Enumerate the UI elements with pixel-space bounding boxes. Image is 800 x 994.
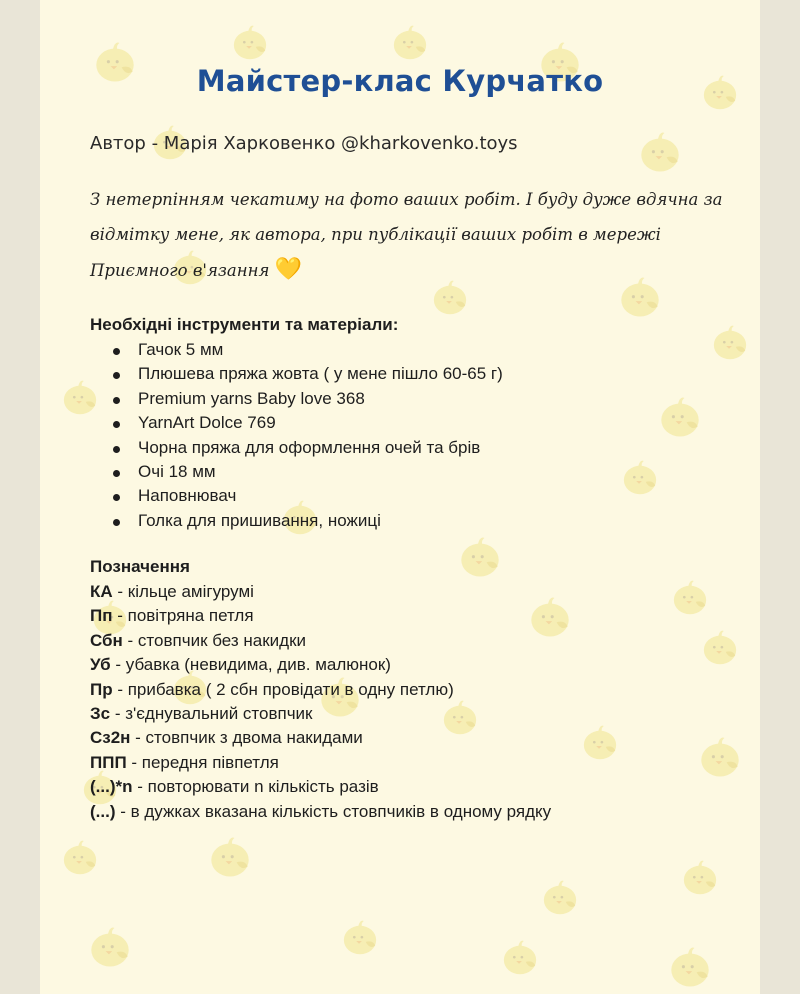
legend-desc: - кільце амігурумі [112, 582, 254, 601]
legend-item [90, 678, 551, 702]
legend-abbr: (...) [90, 801, 116, 821]
legend-item [90, 629, 551, 653]
legend-desc: - в дужках вказана кількість стовпчиків в одному рядку [115, 801, 552, 821]
legend-item [90, 702, 551, 726]
note-line-text: Приємного в'язання [90, 261, 270, 280]
list-item: Гачок 5 мм [112, 338, 503, 362]
legend-desc: - убавка (невидима, див. малюнок) [110, 655, 391, 675]
document-page [40, 0, 760, 994]
legend-item [90, 580, 551, 604]
author-line: Автор - Марія Харковенко @kharkovenko.toys [90, 133, 518, 154]
legend-item [90, 726, 551, 750]
note-line: З нетерпінням чекатиму на фото ваших робіт. І буду дуже вдячна за [90, 190, 723, 209]
legend-desc: - повторювати n кількість разів [132, 777, 379, 797]
legend-item [90, 653, 551, 677]
legend-abbr: Пп [90, 606, 113, 626]
list-item: Плюшева пряжа жовта ( у мене пішло 60-65 г) [112, 362, 503, 386]
list-item: Premium yarns Baby love 368 [112, 387, 503, 411]
legend-desc: - стовпчик з двома накидами [130, 728, 363, 748]
legend-abbr: Сз2н [90, 728, 131, 748]
note-line: відмітку мене, як автора, при публікації ваших робіт в мережі [90, 225, 661, 244]
list-item: Наповнювач [112, 484, 503, 508]
legend-list [90, 580, 551, 824]
materials-list [112, 338, 503, 533]
legend-item [90, 751, 551, 775]
page-title: Майстер-клас Курчатко [196, 64, 604, 98]
legend-abbr: Уб [90, 655, 111, 675]
list-item: YarnArt Dolce 769 [112, 411, 503, 435]
legend-abbr: Зс [90, 703, 111, 723]
note-line [90, 252, 740, 288]
legend-heading: Позначення [90, 557, 190, 576]
legend-desc: - повітряна петля [112, 606, 254, 626]
author-note [90, 182, 740, 288]
materials-heading: Необхідні інструменти та матеріали: [90, 315, 399, 334]
yellow-heart-icon: 💛 [274, 257, 303, 282]
legend-item [90, 775, 551, 799]
legend-desc: - передня півпетля [126, 752, 279, 772]
legend-item [90, 604, 551, 628]
legend-desc: - з'єднувальний стовпчик [110, 703, 313, 723]
legend-abbr: КА [90, 582, 113, 601]
legend-desc: - прибавка ( 2 сбн провідати в одну петлю) [112, 679, 454, 699]
list-item: Очі 18 мм [112, 460, 503, 484]
legend-desc: - стовпчик без накидки [122, 630, 307, 650]
legend-abbr: Пр [90, 679, 113, 699]
legend-abbr: (...)*n [90, 777, 133, 797]
list-item: Чорна пряжа для оформлення очей та брів [112, 436, 503, 460]
legend-abbr: ППП [90, 752, 127, 772]
legend-abbr: Сбн [90, 630, 123, 650]
list-item: Голка для пришивання, ножиці [112, 509, 503, 533]
legend-item [90, 800, 551, 824]
